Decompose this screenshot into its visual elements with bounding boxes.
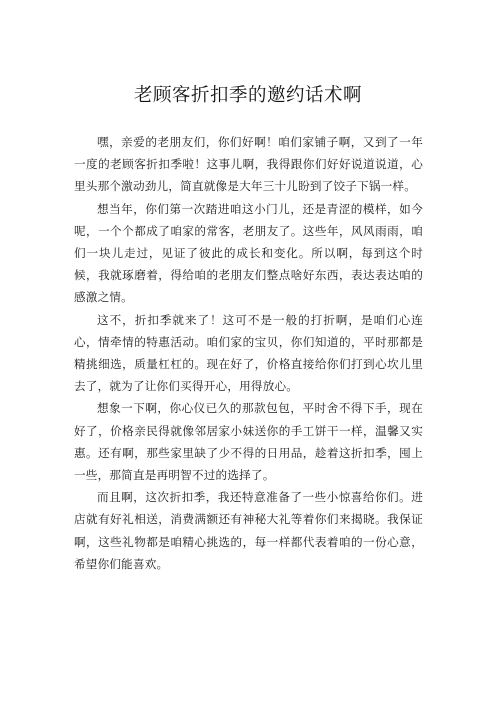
document-body — [74, 131, 423, 575]
paragraph-5: 而且啊，这次折扣季，我还特意准备了一些小惊喜给你们。进店就有好礼相送，消费满额还有神秘大礼等着你们来揭晓。我保证啊，这些礼物都是咱精心挑选的，每一样都代表着咱的一份心意，希望你们能喜欢。 — [74, 490, 423, 571]
paragraph-3: 这不，折扣季就来了！这可不是一般的打折啊，是咱们心连心，情牵情的特惠活动。咱们家的宝贝，你们知道的，平时那都是精挑细选，质量杠杠的。现在好了，价格直接给你们打到心坎儿里去了，就为了让你们买得开心，用得放心。 — [74, 312, 423, 394]
paragraph-1: 嘿，亲爱的老朋友们，你们好啊！咱们家铺子啊，又到了一年一度的老顾客折扣季啦！这事儿啊，我得跟你们好好说道说道，心里头那个激动劲儿，简直就像是大年三十儿盼到了饺子下锅一样。 — [74, 135, 423, 194]
paragraph-4: 想象一下啊，你心仪已久的那款包包，平时舍不得下手，现在好了，价格亲民得就像邻居家小妹送你的手工饼干一样，温馨又实惠。还有啊，那些家里缺了少不得的日用品，趁着这折扣季，囤上一些，那简直是再明智不过的选择了。 — [74, 401, 423, 483]
document-title: 老顾客折扣季的邀约话术啊 — [133, 85, 362, 106]
paragraph-2: 想当年，你们第一次踏进咱这小门儿，还是青涩的模样，如今呢，一个个都成了咱家的常客，老朋友了。这些年，风风雨雨，咱们一块儿走过，见证了彼此的成长和变化。所以啊，每到这个时候，我就琢磨着，得给咱的老朋友们整点啥好东西，表达表达咱的感激之情。 — [74, 201, 423, 305]
